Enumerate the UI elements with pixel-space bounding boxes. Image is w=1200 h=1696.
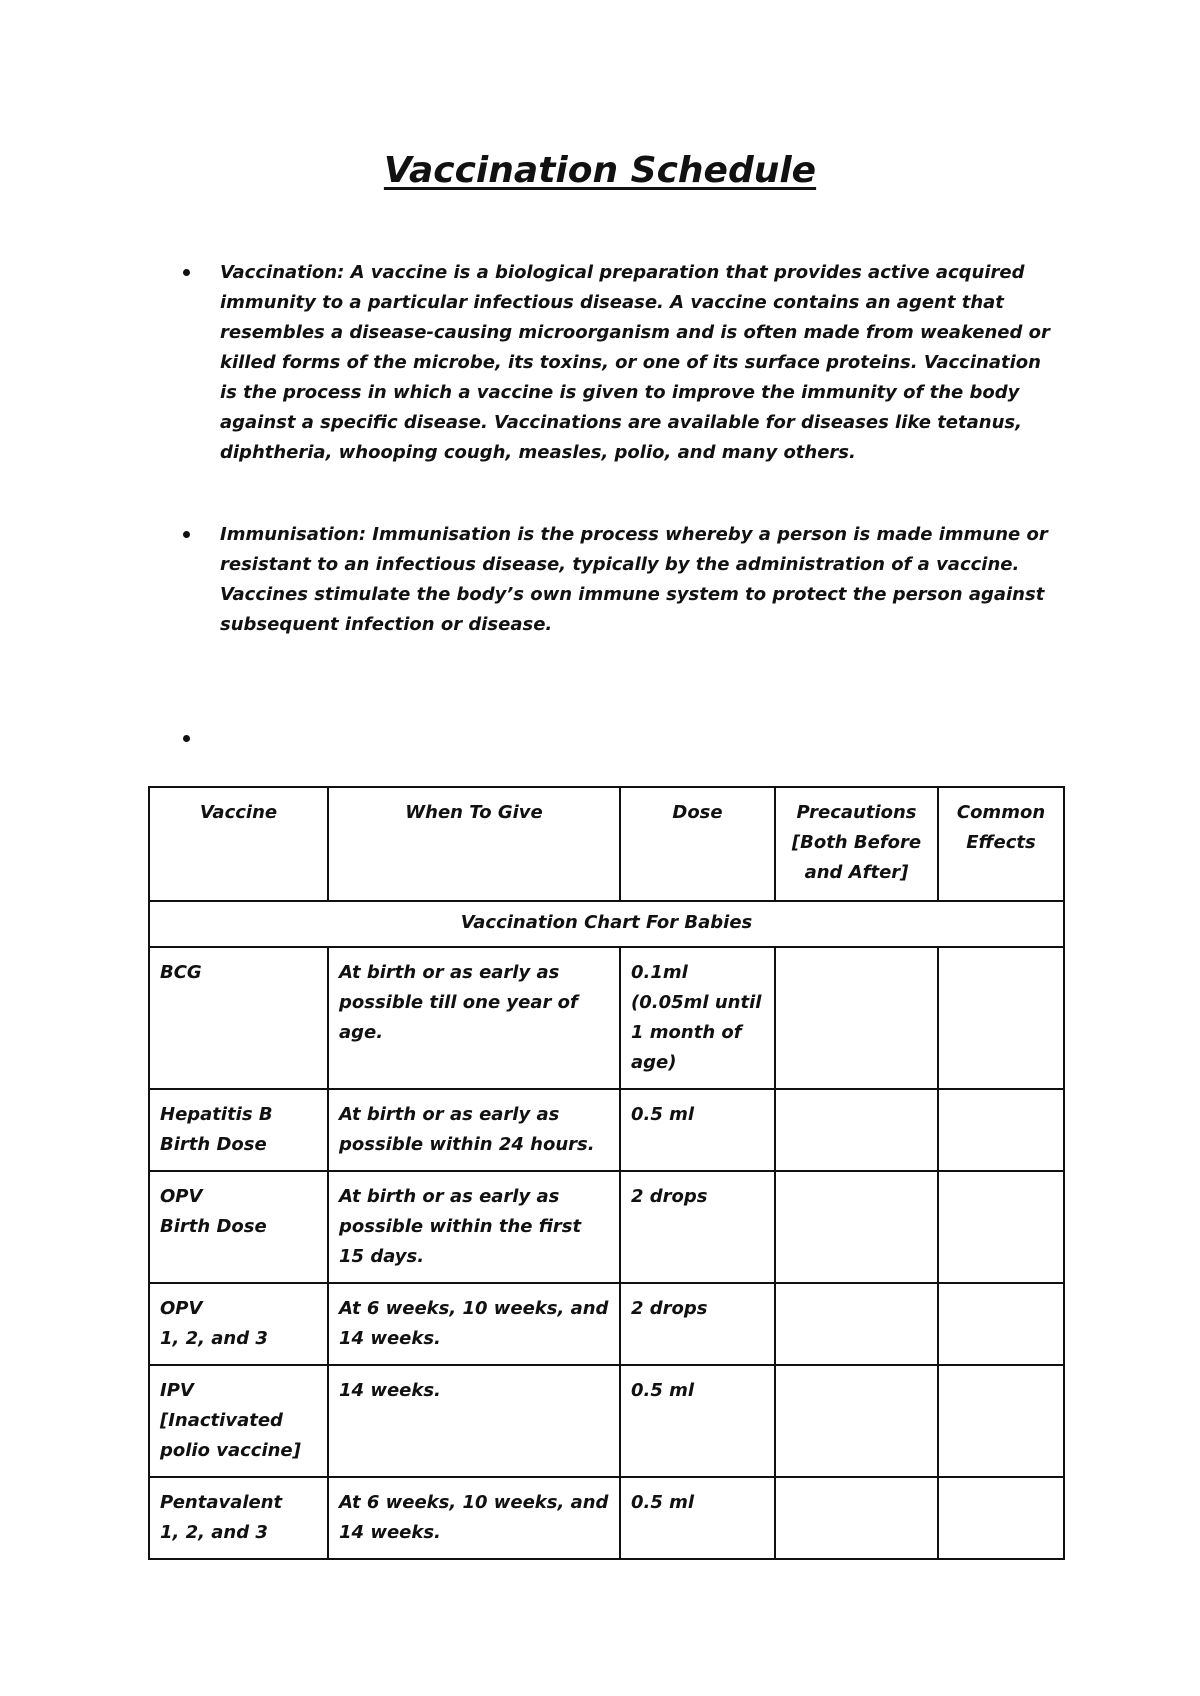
vaccine-name: BCG bbox=[160, 962, 202, 983]
vaccine-name: Pentavalent bbox=[160, 1492, 283, 1513]
cell-precautions bbox=[775, 1283, 938, 1365]
cell-when: At 6 weeks, 10 weeks, and 14 weeks. bbox=[328, 1283, 620, 1365]
cell-dose: 0.1ml (0.05ml until 1 month of age) bbox=[620, 947, 775, 1089]
cell-effects bbox=[938, 1171, 1064, 1283]
cell-vaccine bbox=[149, 1283, 328, 1365]
vaccine-name: OPV bbox=[160, 1298, 203, 1319]
vaccination-table bbox=[148, 786, 1065, 1560]
bullet-empty bbox=[175, 724, 1055, 754]
header-vaccine: Vaccine bbox=[149, 787, 328, 901]
header-common-effects: Common Effects bbox=[938, 787, 1064, 901]
vaccine-name: IPV bbox=[160, 1380, 194, 1401]
cell-precautions bbox=[775, 1089, 938, 1171]
cell-dose: 0.5 ml bbox=[620, 1089, 775, 1171]
table-row bbox=[149, 1477, 1064, 1559]
bullet-immunisation bbox=[175, 520, 1055, 640]
table-header-row bbox=[149, 787, 1064, 901]
cell-effects bbox=[938, 947, 1064, 1089]
cell-when: At birth or as early as possible within 24 hours. bbox=[328, 1089, 620, 1171]
vaccine-subname: 1, 2, and 3 bbox=[160, 1328, 268, 1349]
bullet-list bbox=[175, 258, 1055, 806]
bullet-text: Immunisation: Immunisation is the process whereby a person is made immune or resistant to an infectious disease, typically by the administration of a vaccine. Vaccines stimulate the body’s own immune system to protect the person against subsequent infection or disease. bbox=[220, 524, 1048, 635]
section-row bbox=[149, 901, 1064, 947]
cell-vaccine bbox=[149, 1477, 328, 1559]
cell-effects bbox=[938, 1089, 1064, 1171]
cell-dose: 2 drops bbox=[620, 1283, 775, 1365]
page-title: Vaccination Schedule bbox=[383, 150, 817, 191]
cell-precautions bbox=[775, 947, 938, 1089]
table-row bbox=[149, 1089, 1064, 1171]
cell-vaccine bbox=[149, 1171, 328, 1283]
cell-precautions bbox=[775, 1477, 938, 1559]
header-dose: Dose bbox=[620, 787, 775, 901]
cell-dose: 2 drops bbox=[620, 1171, 775, 1283]
header-when-to-give: When To Give bbox=[328, 787, 620, 901]
cell-vaccine bbox=[149, 1365, 328, 1477]
cell-effects bbox=[938, 1365, 1064, 1477]
cell-precautions bbox=[775, 1171, 938, 1283]
bullet-dot-icon bbox=[183, 531, 190, 538]
vaccine-name: Hepatitis B bbox=[160, 1104, 273, 1125]
cell-when: 14 weeks. bbox=[328, 1365, 620, 1477]
header-precautions: Precautions [Both Before and After] bbox=[775, 787, 938, 901]
table-row bbox=[149, 1365, 1064, 1477]
table-row bbox=[149, 1171, 1064, 1283]
bullet-vaccination bbox=[175, 258, 1055, 468]
bullet-dot-icon bbox=[183, 735, 190, 742]
bullet-dot-icon bbox=[183, 269, 190, 276]
cell-effects bbox=[938, 1477, 1064, 1559]
table-row bbox=[149, 1283, 1064, 1365]
cell-when: At 6 weeks, 10 weeks, and 14 weeks. bbox=[328, 1477, 620, 1559]
cell-dose: 0.5 ml bbox=[620, 1477, 775, 1559]
cell-vaccine bbox=[149, 1089, 328, 1171]
cell-when: At birth or as early as possible till one year of age. bbox=[328, 947, 620, 1089]
vaccine-subname: Birth Dose bbox=[160, 1216, 267, 1237]
vaccine-subname: Birth Dose bbox=[160, 1134, 267, 1155]
table-row bbox=[149, 947, 1064, 1089]
cell-when: At birth or as early as possible within the first 15 days. bbox=[328, 1171, 620, 1283]
bullet-text: Vaccination: A vaccine is a biological preparation that provides active acquired immunity to a particular infectious disease. A vaccine contains an agent that resembles a disease-causing microorganism and is often made from weakened or killed forms of the microbe, its toxins, or one of its surface proteins. Vaccination is the process in which a vaccine is given to improve the immunity of the body against a specific disease. Vaccinations are available for diseases like tetanus, diphtheria, whooping cough, measles, polio, and many others. bbox=[220, 262, 1050, 463]
cell-effects bbox=[938, 1283, 1064, 1365]
cell-precautions bbox=[775, 1365, 938, 1477]
section-label: Vaccination Chart For Babies bbox=[149, 901, 1064, 947]
cell-dose: 0.5 ml bbox=[620, 1365, 775, 1477]
vaccine-name: OPV bbox=[160, 1186, 203, 1207]
cell-vaccine bbox=[149, 947, 328, 1089]
vaccine-subname: 1, 2, and 3 bbox=[160, 1522, 268, 1543]
vaccine-subname: [Inactivated polio vaccine] bbox=[160, 1410, 301, 1461]
